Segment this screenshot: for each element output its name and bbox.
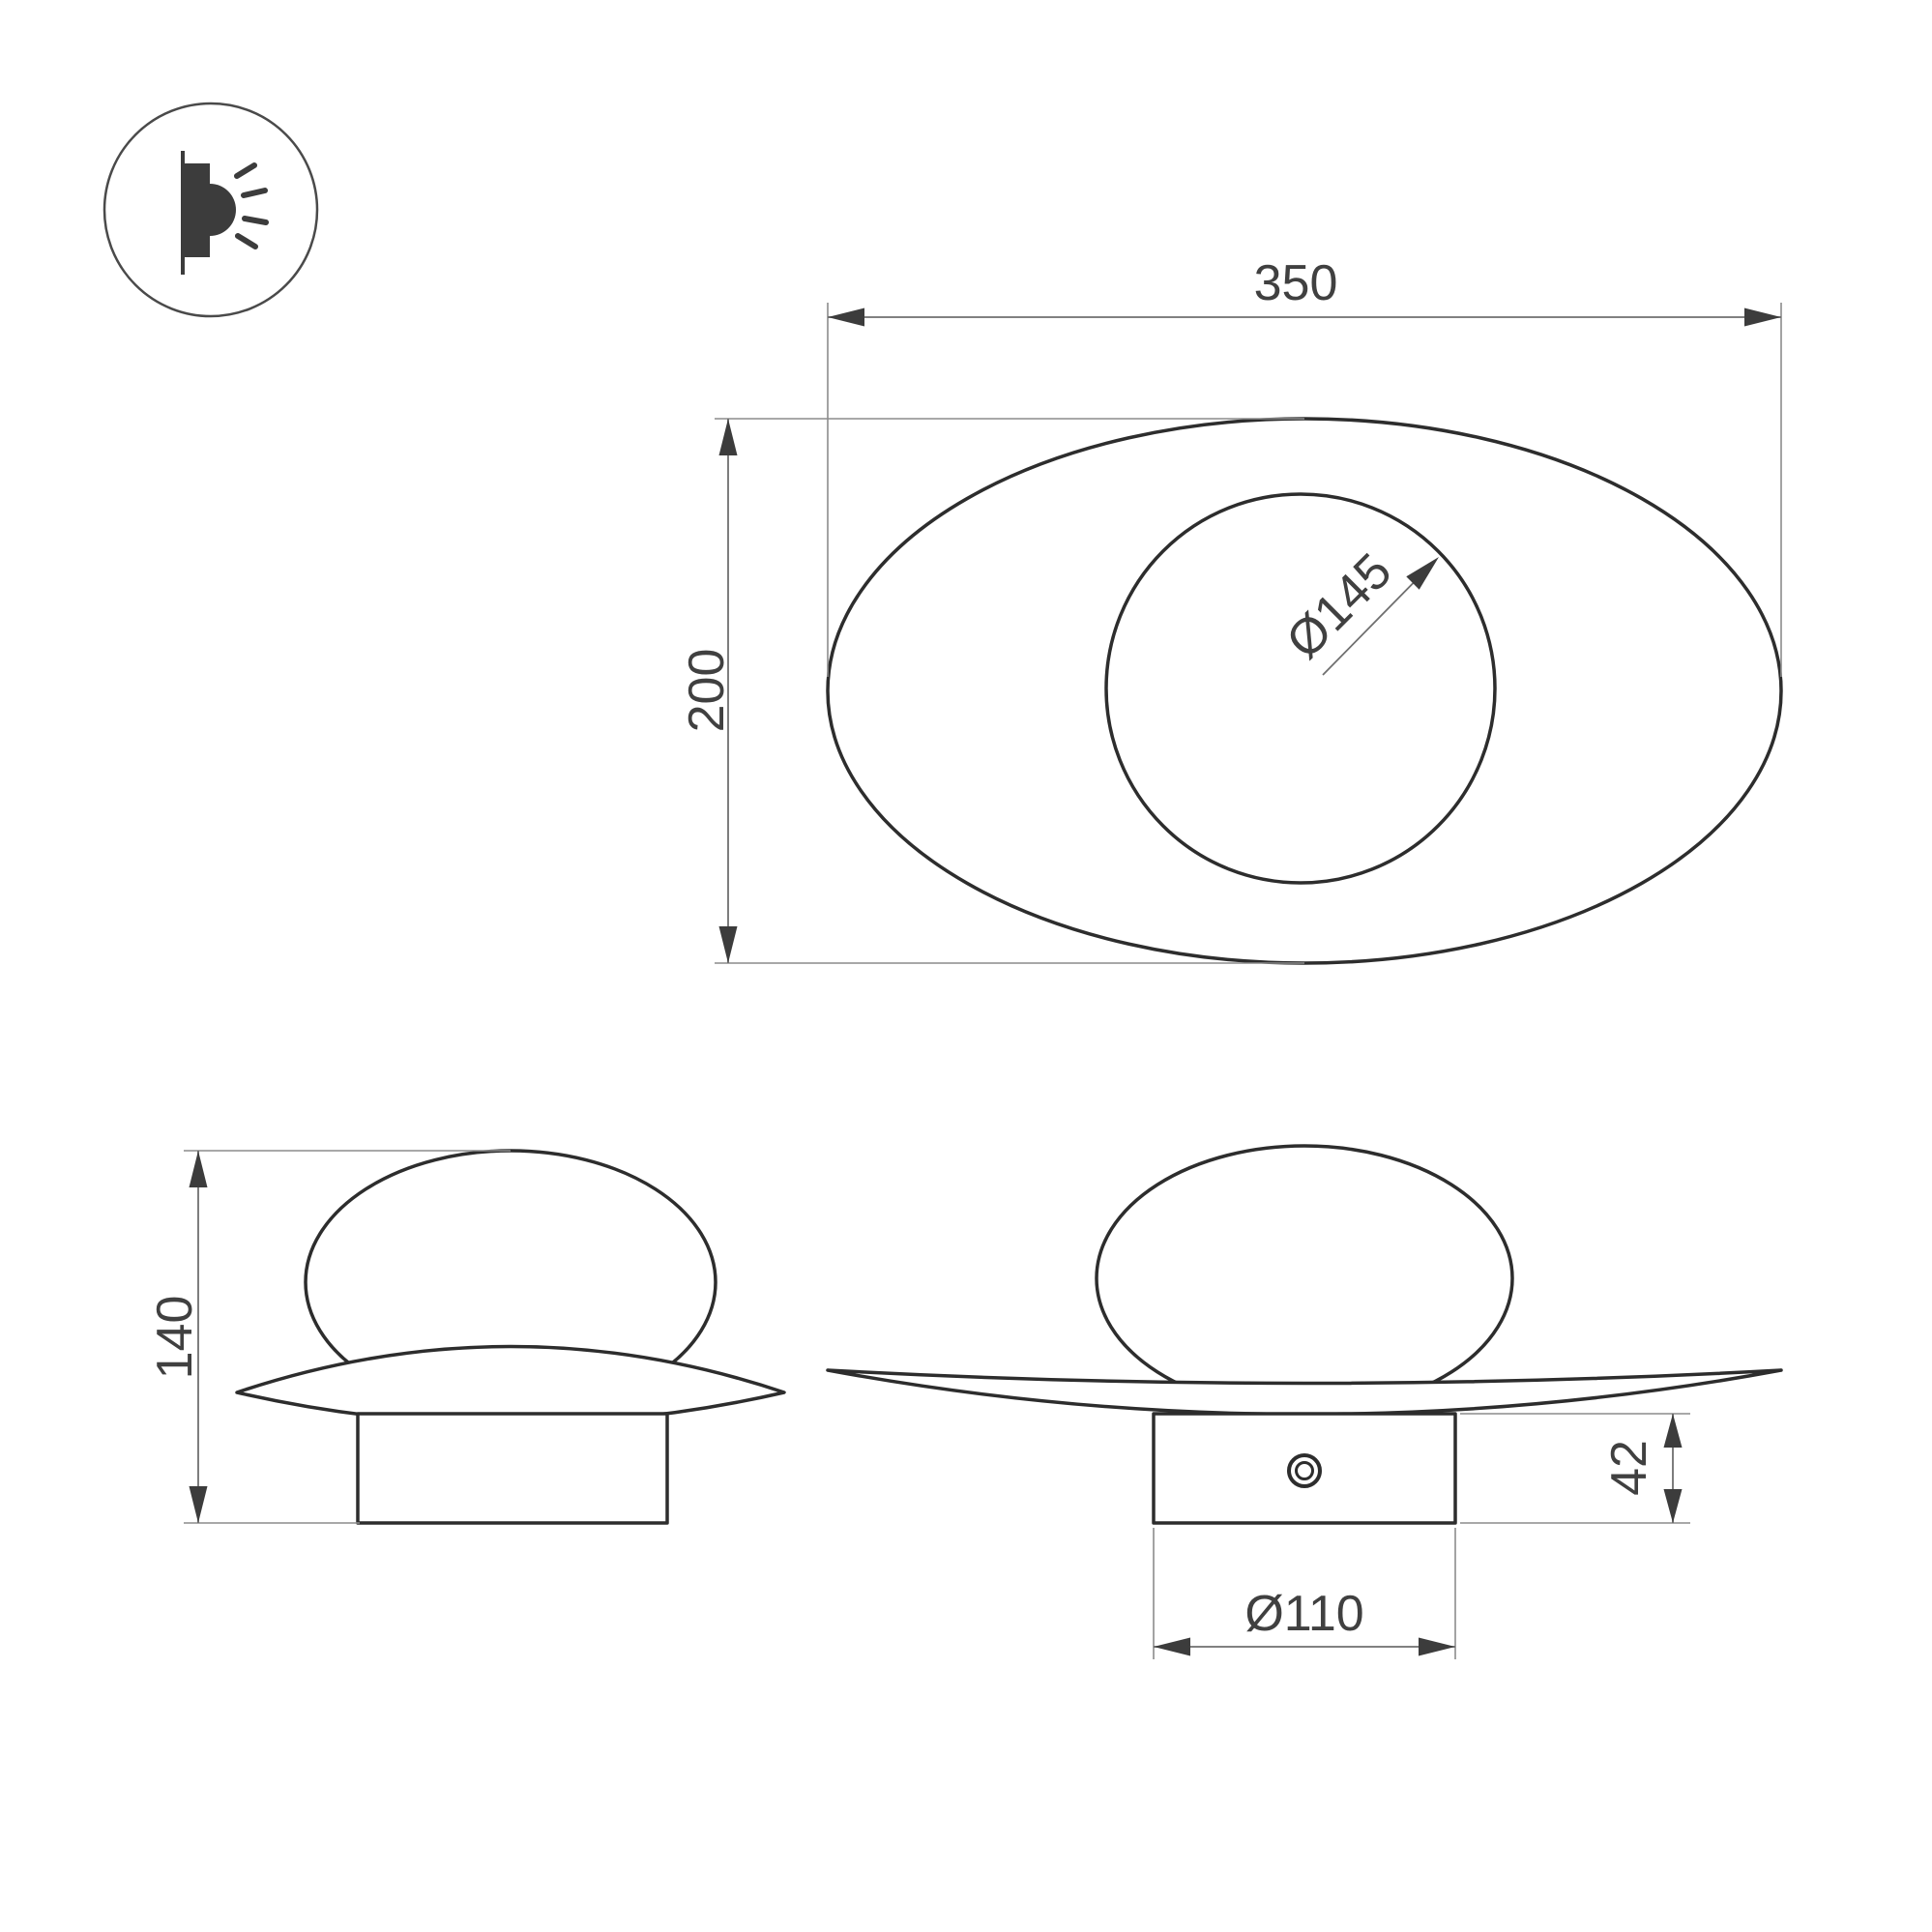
- dimension-label-width: 350: [1253, 255, 1338, 311]
- front-wall-base: [1154, 1414, 1455, 1523]
- lamp-mount-icon: [185, 163, 210, 257]
- projection-icon: [104, 103, 317, 316]
- side-view: [147, 1151, 784, 1523]
- arrowhead-left-icon: [1154, 1638, 1190, 1656]
- dimension-base-height: [1460, 1414, 1690, 1523]
- light-ray-icon: [245, 219, 266, 222]
- dimension-label-depth: 200: [679, 648, 735, 733]
- dimension-label-base-diameter: Ø110: [1244, 1586, 1364, 1642]
- dimension-base-diameter: [1154, 1528, 1455, 1659]
- light-rays-icon: [237, 165, 266, 247]
- arrowhead-down-icon: [1664, 1489, 1683, 1523]
- arrowhead-up-icon: [1664, 1414, 1683, 1448]
- arrowhead-right-icon: [1419, 1638, 1455, 1656]
- light-ray-icon: [238, 236, 255, 247]
- plan-inner-circle: [1106, 494, 1495, 883]
- arrowhead-left-icon: [828, 308, 864, 327]
- front-diffuser-ball: [1097, 1146, 1512, 1411]
- dimension-label-base-height: 42: [1601, 1440, 1657, 1496]
- dimension-label-height: 140: [147, 1295, 203, 1380]
- arrowhead-down-icon: [190, 1486, 208, 1523]
- arrowhead-right-icon: [1744, 308, 1781, 327]
- arrowhead-up-icon: [190, 1151, 208, 1187]
- top-view: [679, 255, 1781, 963]
- front-view: [828, 1146, 1781, 1659]
- arrowhead-up-icon: [719, 419, 738, 455]
- dimension-label-inner-diameter: Ø145: [1275, 542, 1403, 670]
- light-ray-icon: [237, 165, 254, 176]
- light-ray-icon: [244, 190, 265, 195]
- arrowhead-down-icon: [719, 926, 738, 963]
- side-wall-base: [358, 1414, 667, 1523]
- lamp-halfdome-icon: [210, 184, 236, 236]
